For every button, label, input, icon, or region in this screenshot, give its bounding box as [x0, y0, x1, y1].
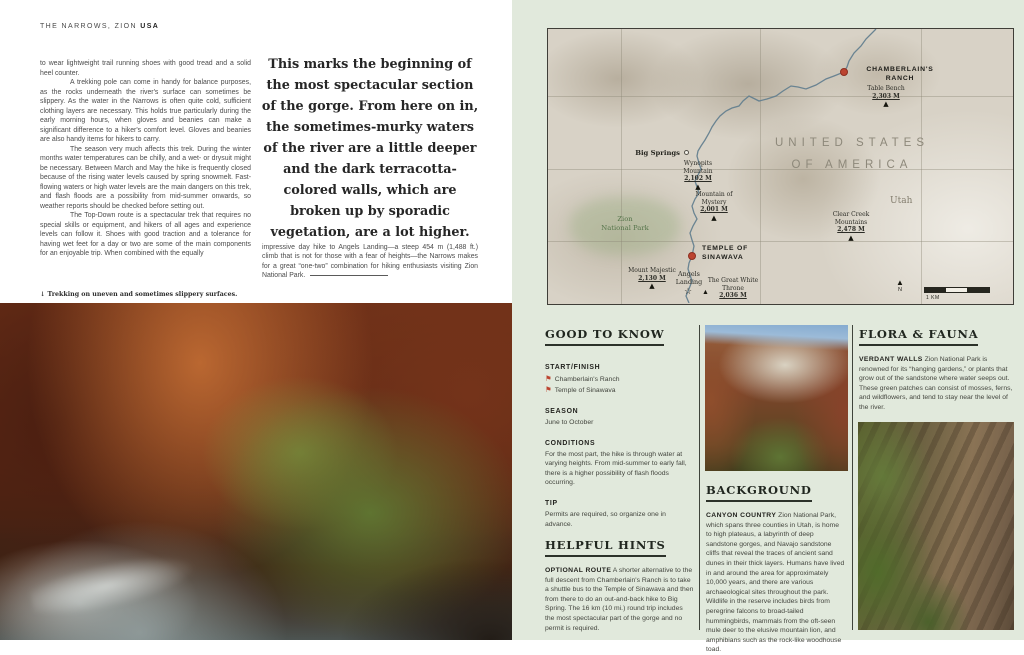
- section-flora-fauna: [859, 325, 1013, 413]
- peak-icon: ▲: [695, 182, 701, 191]
- peak-table-bench: Table Bench 2,303 M ▲: [856, 85, 916, 108]
- peak-icon: ▲: [649, 282, 655, 290]
- section-title: HELPFUL HINTS: [545, 538, 666, 557]
- angels-landing-star-icon: ☆: [684, 286, 693, 296]
- body-column-1: [40, 59, 251, 259]
- section-title: BACKGROUND: [706, 483, 812, 502]
- state-label: Utah: [890, 196, 913, 206]
- conditions-text: For the most part, the hike is through water at varying heights. From mid-summer to early fall, there is a higher possibility of flash floods occurring.: [545, 450, 687, 487]
- mossy-rock-photo: [858, 422, 1014, 630]
- peak-mount-majestic: Mount Majestic 2,130 M ▲: [628, 267, 676, 290]
- pull-quote: This marks the beginning of the most spectacular section of the gorge. From here on in, the sometimes-murky waters of the river are a little deeper and the dark terracotta-colored walls, which are broken up by sporadic vegetation, are a lot higher.: [261, 57, 479, 240]
- start-marker-dot: [840, 68, 848, 76]
- helpful-hints-text: OPTIONAL ROUTE A shorter alternative to the full descent from Chamberlain's Ranch is to take a shuttle bus to the Temple of Sinawava and then from there to do an out-and-back hike to Big Spring. The 16 km (10 mi.) round trip includes the most spectacular part of the gorge and no permit is required.: [545, 567, 694, 632]
- paragraph: The Top-Down route is a spectacular trek that requires no special skills or equipment, and hikers of all ages and experience levels can follow it. Shoes with good traction and a tolerance for having wet feet for a day or two are some of the main components for an enjoyable trip. When combined with the equally: [40, 212, 251, 257]
- photo-river-rapids: [26, 533, 224, 631]
- section-title: GOOD TO KNOW: [545, 327, 664, 346]
- background-text: CANYON COUNTRY Zion National Park, which spans three counties in Utah, is home to high plateaus, a labyrinth of deep sandstone gorges, and Navajo sandstone cliffs that reveal the traces of ancient sand dunes in their thick layers. Humans have lived in and around the area for approximately 10,000 years, and there are various archaeological sites throughout the park. Wildlife in the reserve includes birds from peregrine falcons to broad-tailed hummingbirds, mammals from the oft-seen mule deer to the elusive mountain lion, and amphibians such as the rock-like woodhouse toad.: [706, 512, 845, 654]
- finish-point: ⚑ Temple of Sinawava: [545, 385, 616, 394]
- angels-landing-label: Angels Landing: [675, 270, 703, 286]
- page-header-country: USA: [140, 23, 160, 30]
- page-header-title: THE NARROWS, ZION: [40, 23, 137, 30]
- peak-icon: ▲: [848, 233, 854, 242]
- paragraph: The season very much affects this trek. During the winter months water temperatures can be chilly, and a wet- or drysuit might be necessary. Between March and May the hike is frequently closed because of the rising water levels caused by spring snowmelt. Fast-flowing waters or high water levels are the main dangers on this trek, and flash floods are a possibility from mid-summer onwards, so weather reports should be checked before setting out.: [40, 145, 251, 210]
- peak-icon: ▲: [702, 289, 709, 296]
- section-helpful-hints: [545, 536, 694, 633]
- tip-label: TIP: [545, 499, 558, 507]
- photo-caption: ↓ Trekking on uneven and sometimes slippery surfaces.: [40, 291, 238, 298]
- narrows-canyon-photo: [0, 303, 512, 640]
- section-good-to-know: [545, 325, 694, 529]
- peak-great-white-throne: The Great White Throne 2,036 M: [707, 277, 759, 299]
- flag-icon: ⚑: [545, 374, 552, 383]
- column-divider: [699, 325, 700, 630]
- peak-wynopits-mountain: Wynopits Mountain 2,102 M ▲: [672, 160, 724, 191]
- continuation-text: impressive day hike to Angels Landing—a steep 454 m (1,488 ft.) climb that is not for those with a fear of heights—the Narrows makes for a great “one-two” combination for hiking enthusiasts visiting Zion National Park.: [262, 243, 478, 280]
- peak-icon: ▲: [711, 213, 717, 222]
- paragraph: A trekking pole can come in handy for balance purposes, as the rocks underneath the river's surface can sometimes be slippery. As the water in the Narrows is often quite cold, sufficient clothing layers are necessary. This holds true particularly during the early morning hours, when gloves and beanies can make a significant difference to a hiker's comfort level. Gloves and beanies are also handy items for hikers to carry.: [40, 79, 251, 143]
- lead-word: VERDANT WALLS: [859, 356, 923, 363]
- country-label-line1: UNITED STATES: [774, 137, 930, 149]
- body-column-2: [262, 243, 478, 281]
- tip-text: Permits are required, so organize one in advance.: [545, 510, 666, 528]
- big-springs-label: Big Springs: [635, 149, 680, 157]
- page-header: [40, 23, 159, 30]
- trail-map: [547, 28, 1014, 305]
- section-background: [706, 481, 846, 655]
- section-title: FLORA & FAUNA: [859, 327, 978, 346]
- peak-clear-creek-mountains: Clear Creek Mountains 2,478 M ▲: [822, 211, 880, 242]
- season-value: June to October: [545, 419, 594, 426]
- flag-icon: ⚑: [545, 385, 552, 394]
- map-scale-label: 1 KM: [926, 295, 940, 301]
- park-label: Zion National Park: [601, 215, 649, 232]
- country-label-line2: OF AMERICA: [791, 159, 913, 171]
- lead-word: CANYON COUNTRY: [706, 512, 777, 519]
- start-marker-label: CHAMBERLAIN'S RANCH: [866, 66, 934, 82]
- end-rule: [310, 275, 388, 276]
- end-marker-label: TEMPLE OF SINAWAVA: [702, 245, 749, 261]
- angels-landing-view-photo: [705, 325, 848, 471]
- start-point: ⚑ Chamberlain's Ranch: [545, 374, 620, 383]
- lead-word: OPTIONAL ROUTE: [545, 567, 612, 574]
- column-divider: [852, 325, 853, 630]
- start-finish-label: START/FINISH: [545, 364, 601, 371]
- peak-icon: ▲: [883, 100, 889, 108]
- map-scale-bar: [924, 287, 990, 293]
- season-label: SEASON: [545, 408, 579, 415]
- end-marker-dot: [688, 252, 696, 260]
- flora-fauna-text: VERDANT WALLS Zion National Park is renowned for its “hanging gardens,” or plants that grow out of the sandstone where water seeps out. These green patches can consist of mosses, ferns, and wildflowers, and tend to stay near the level of the river.: [859, 356, 1013, 411]
- photo-dark-rocks: [292, 520, 512, 640]
- spring-marker: [684, 150, 689, 155]
- north-arrow-icon: ▲ N: [896, 278, 904, 293]
- conditions-label: CONDITIONS: [545, 439, 596, 447]
- paragraph: to wear lightweight trail running shoes with good tread and a solid heel counter.: [40, 60, 251, 77]
- peak-mountain-of-mystery: Mountain of Mystery 2,001 M ▲: [686, 191, 742, 222]
